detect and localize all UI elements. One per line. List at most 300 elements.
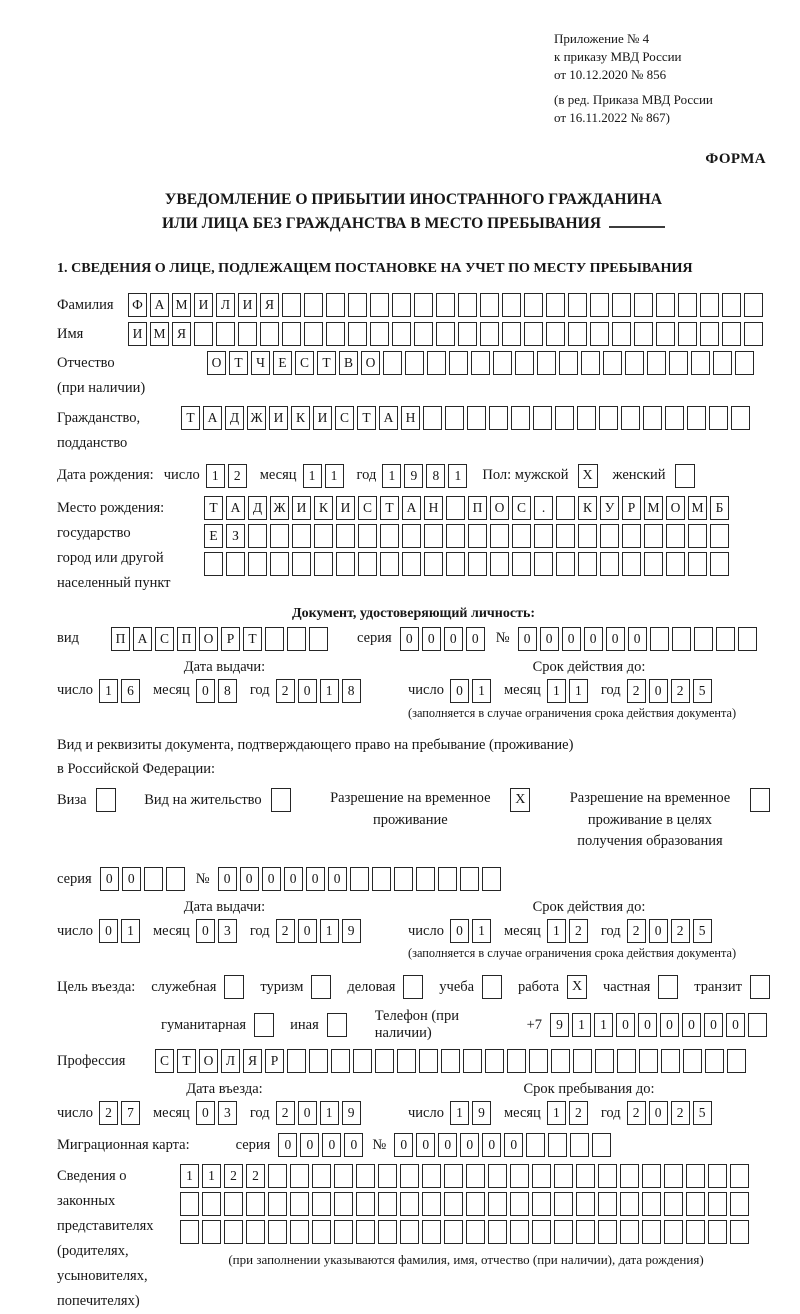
char-box[interactable]: [309, 627, 328, 651]
char-box[interactable]: [202, 1192, 221, 1216]
char-box[interactable]: [180, 1192, 199, 1216]
char-box[interactable]: 2: [627, 919, 646, 943]
char-box[interactable]: Ж: [247, 406, 266, 430]
char-box[interactable]: [460, 867, 479, 891]
char-box[interactable]: [202, 1220, 221, 1244]
char-box[interactable]: [533, 406, 552, 430]
char-box[interactable]: [748, 1013, 767, 1037]
char-box[interactable]: 2: [569, 919, 588, 943]
char-box[interactable]: С: [155, 627, 174, 651]
char-box[interactable]: Т: [204, 496, 223, 520]
char-box[interactable]: Т: [229, 351, 248, 375]
char-box[interactable]: 1: [472, 679, 491, 703]
char-box[interactable]: [620, 1192, 639, 1216]
char-box[interactable]: [458, 293, 477, 317]
purpose-tourism-checkbox[interactable]: [311, 975, 331, 999]
char-box[interactable]: 0: [482, 1133, 501, 1157]
char-box[interactable]: 2: [99, 1101, 118, 1125]
char-box[interactable]: [446, 524, 465, 548]
char-box[interactable]: [705, 1049, 724, 1073]
char-box[interactable]: [194, 322, 213, 346]
char-box[interactable]: 2: [569, 1101, 588, 1125]
char-box[interactable]: [555, 406, 574, 430]
char-box[interactable]: [446, 496, 465, 520]
char-box[interactable]: П: [111, 627, 130, 651]
char-box[interactable]: [490, 524, 509, 548]
char-box[interactable]: [248, 552, 267, 576]
char-box[interactable]: С: [512, 496, 531, 520]
purpose-study-checkbox[interactable]: [482, 975, 502, 999]
char-box[interactable]: И: [292, 496, 311, 520]
char-box[interactable]: 0: [99, 919, 118, 943]
char-box[interactable]: [546, 293, 565, 317]
char-box[interactable]: [595, 1049, 614, 1073]
char-box[interactable]: [471, 351, 490, 375]
char-box[interactable]: У: [600, 496, 619, 520]
char-box[interactable]: [672, 627, 691, 651]
char-box[interactable]: [532, 1192, 551, 1216]
char-box[interactable]: [537, 351, 556, 375]
char-box[interactable]: 9: [342, 919, 361, 943]
char-box[interactable]: 0: [196, 679, 215, 703]
char-box[interactable]: [444, 1164, 463, 1188]
char-box[interactable]: Л: [216, 293, 235, 317]
char-box[interactable]: [617, 1049, 636, 1073]
char-box[interactable]: [353, 1049, 372, 1073]
char-box[interactable]: 0: [278, 1133, 297, 1157]
char-box[interactable]: 0: [649, 1101, 668, 1125]
education-permit-checkbox[interactable]: [750, 788, 770, 812]
char-box[interactable]: 1: [320, 679, 339, 703]
char-box[interactable]: [372, 867, 391, 891]
char-box[interactable]: [226, 552, 245, 576]
char-box[interactable]: [392, 322, 411, 346]
char-box[interactable]: [532, 1164, 551, 1188]
char-box[interactable]: 0: [298, 919, 317, 943]
char-box[interactable]: [691, 351, 710, 375]
char-box[interactable]: [466, 1164, 485, 1188]
char-box[interactable]: 1: [320, 1101, 339, 1125]
purpose-business-checkbox[interactable]: [403, 975, 423, 999]
char-box[interactable]: [292, 524, 311, 548]
char-box[interactable]: [400, 1220, 419, 1244]
char-box[interactable]: 0: [460, 1133, 479, 1157]
char-box[interactable]: [268, 1220, 287, 1244]
char-box[interactable]: 9: [550, 1013, 569, 1037]
char-box[interactable]: [468, 524, 487, 548]
char-box[interactable]: [598, 1164, 617, 1188]
char-box[interactable]: [578, 524, 597, 548]
char-box[interactable]: [378, 1164, 397, 1188]
char-box[interactable]: [730, 1192, 749, 1216]
gender-male-checkbox[interactable]: X: [578, 464, 598, 488]
char-box[interactable]: Т: [357, 406, 376, 430]
char-box[interactable]: [727, 1049, 746, 1073]
char-box[interactable]: [424, 552, 443, 576]
char-box[interactable]: 8: [342, 679, 361, 703]
char-box[interactable]: [669, 351, 688, 375]
char-box[interactable]: [599, 406, 618, 430]
char-box[interactable]: О: [199, 627, 218, 651]
char-box[interactable]: [216, 322, 235, 346]
char-box[interactable]: 1: [325, 464, 344, 488]
char-box[interactable]: П: [177, 627, 196, 651]
char-box[interactable]: 5: [693, 1101, 712, 1125]
purpose-work-checkbox[interactable]: X: [567, 975, 587, 999]
char-box[interactable]: [436, 293, 455, 317]
char-box[interactable]: 1: [547, 1101, 566, 1125]
char-box[interactable]: [661, 1049, 680, 1073]
char-box[interactable]: [713, 351, 732, 375]
char-box[interactable]: [554, 1192, 573, 1216]
char-box[interactable]: [334, 1192, 353, 1216]
char-box[interactable]: [268, 1192, 287, 1216]
char-box[interactable]: [268, 1164, 287, 1188]
char-box[interactable]: [650, 627, 669, 651]
char-box[interactable]: 1: [206, 464, 225, 488]
char-box[interactable]: 0: [466, 627, 485, 651]
purpose-humanitarian-checkbox[interactable]: [254, 1013, 274, 1037]
char-box[interactable]: Б: [710, 496, 729, 520]
char-box[interactable]: [590, 322, 609, 346]
char-box[interactable]: М: [688, 496, 707, 520]
char-box[interactable]: [144, 867, 163, 891]
char-box[interactable]: [716, 627, 735, 651]
char-box[interactable]: [270, 524, 289, 548]
char-box[interactable]: [524, 322, 543, 346]
char-box[interactable]: О: [666, 496, 685, 520]
char-box[interactable]: [683, 1049, 702, 1073]
char-box[interactable]: [467, 406, 486, 430]
char-box[interactable]: 1: [450, 1101, 469, 1125]
char-box[interactable]: Е: [204, 524, 223, 548]
char-box[interactable]: [744, 293, 763, 317]
char-box[interactable]: 8: [218, 679, 237, 703]
char-box[interactable]: [348, 322, 367, 346]
char-box[interactable]: [358, 524, 377, 548]
char-box[interactable]: 2: [671, 679, 690, 703]
char-box[interactable]: [620, 1220, 639, 1244]
char-box[interactable]: [356, 1192, 375, 1216]
char-box[interactable]: 0: [660, 1013, 679, 1037]
char-box[interactable]: 8: [426, 464, 445, 488]
char-box[interactable]: [326, 322, 345, 346]
char-box[interactable]: 2: [228, 464, 247, 488]
char-box[interactable]: 0: [649, 919, 668, 943]
char-box[interactable]: [350, 867, 369, 891]
char-box[interactable]: [336, 552, 355, 576]
char-box[interactable]: [581, 351, 600, 375]
char-box[interactable]: [444, 1192, 463, 1216]
char-box[interactable]: [265, 627, 284, 651]
visa-checkbox[interactable]: [96, 788, 116, 812]
char-box[interactable]: [445, 406, 464, 430]
char-box[interactable]: [166, 867, 185, 891]
char-box[interactable]: [441, 1049, 460, 1073]
char-box[interactable]: [314, 524, 333, 548]
char-box[interactable]: 0: [450, 919, 469, 943]
char-box[interactable]: [634, 293, 653, 317]
char-box[interactable]: О: [207, 351, 226, 375]
char-box[interactable]: И: [238, 293, 257, 317]
char-box[interactable]: 2: [671, 1101, 690, 1125]
char-box[interactable]: [722, 322, 741, 346]
char-box[interactable]: [731, 406, 750, 430]
char-box[interactable]: [735, 351, 754, 375]
char-box[interactable]: [688, 552, 707, 576]
char-box[interactable]: [512, 524, 531, 548]
char-box[interactable]: Е: [273, 351, 292, 375]
char-box[interactable]: [664, 1192, 683, 1216]
char-box[interactable]: 3: [218, 1101, 237, 1125]
char-box[interactable]: [559, 351, 578, 375]
char-box[interactable]: 5: [693, 679, 712, 703]
char-box[interactable]: И: [269, 406, 288, 430]
char-box[interactable]: [665, 406, 684, 430]
char-box[interactable]: [489, 406, 508, 430]
char-box[interactable]: А: [226, 496, 245, 520]
char-box[interactable]: О: [199, 1049, 218, 1073]
char-box[interactable]: 2: [246, 1164, 265, 1188]
char-box[interactable]: [643, 406, 662, 430]
char-box[interactable]: [576, 1164, 595, 1188]
char-box[interactable]: И: [128, 322, 147, 346]
char-box[interactable]: [620, 1164, 639, 1188]
char-box[interactable]: [554, 1164, 573, 1188]
char-box[interactable]: [422, 1164, 441, 1188]
char-box[interactable]: 0: [422, 627, 441, 651]
char-box[interactable]: 1: [472, 919, 491, 943]
char-box[interactable]: [444, 1220, 463, 1244]
char-box[interactable]: 0: [504, 1133, 523, 1157]
char-box[interactable]: [466, 1192, 485, 1216]
char-box[interactable]: [238, 322, 257, 346]
char-box[interactable]: А: [150, 293, 169, 317]
char-box[interactable]: К: [291, 406, 310, 430]
purpose-private-checkbox[interactable]: [658, 975, 678, 999]
char-box[interactable]: Т: [181, 406, 200, 430]
char-box[interactable]: 9: [342, 1101, 361, 1125]
char-box[interactable]: [449, 351, 468, 375]
char-box[interactable]: 0: [518, 627, 537, 651]
char-box[interactable]: [570, 1133, 589, 1157]
char-box[interactable]: [556, 496, 575, 520]
char-box[interactable]: [290, 1192, 309, 1216]
char-box[interactable]: [621, 406, 640, 430]
char-box[interactable]: [466, 1220, 485, 1244]
char-box[interactable]: [304, 322, 323, 346]
char-box[interactable]: 0: [606, 627, 625, 651]
char-box[interactable]: 1: [121, 919, 140, 943]
char-box[interactable]: Р: [265, 1049, 284, 1073]
char-box[interactable]: [634, 322, 653, 346]
char-box[interactable]: [356, 1220, 375, 1244]
char-box[interactable]: Т: [380, 496, 399, 520]
char-box[interactable]: [458, 322, 477, 346]
char-box[interactable]: [414, 322, 433, 346]
char-box[interactable]: С: [358, 496, 377, 520]
char-box[interactable]: М: [150, 322, 169, 346]
char-box[interactable]: [336, 524, 355, 548]
char-box[interactable]: 2: [627, 679, 646, 703]
char-box[interactable]: [392, 293, 411, 317]
char-box[interactable]: 1: [180, 1164, 199, 1188]
char-box[interactable]: [524, 293, 543, 317]
residence-permit-checkbox[interactable]: [271, 788, 291, 812]
char-box[interactable]: [612, 293, 631, 317]
char-box[interactable]: [312, 1220, 331, 1244]
char-box[interactable]: [270, 552, 289, 576]
char-box[interactable]: [603, 351, 622, 375]
char-box[interactable]: [290, 1220, 309, 1244]
char-box[interactable]: Я: [260, 293, 279, 317]
char-box[interactable]: [380, 552, 399, 576]
char-box[interactable]: 2: [276, 679, 295, 703]
char-box[interactable]: [312, 1192, 331, 1216]
char-box[interactable]: 0: [704, 1013, 723, 1037]
char-box[interactable]: 0: [100, 867, 119, 891]
char-box[interactable]: 0: [450, 679, 469, 703]
char-box[interactable]: Ф: [128, 293, 147, 317]
char-box[interactable]: 0: [196, 1101, 215, 1125]
char-box[interactable]: [334, 1164, 353, 1188]
char-box[interactable]: [356, 1164, 375, 1188]
char-box[interactable]: 0: [240, 867, 259, 891]
char-box[interactable]: 9: [472, 1101, 491, 1125]
temporary-permit-checkbox[interactable]: X: [510, 788, 530, 812]
char-box[interactable]: [246, 1220, 265, 1244]
gender-female-checkbox[interactable]: [675, 464, 695, 488]
char-box[interactable]: 0: [628, 627, 647, 651]
char-box[interactable]: 1: [572, 1013, 591, 1037]
char-box[interactable]: [664, 1164, 683, 1188]
char-box[interactable]: [493, 351, 512, 375]
char-box[interactable]: [424, 524, 443, 548]
char-box[interactable]: [710, 552, 729, 576]
char-box[interactable]: [644, 524, 663, 548]
char-box[interactable]: [490, 552, 509, 576]
char-box[interactable]: [515, 351, 534, 375]
char-box[interactable]: [510, 1220, 529, 1244]
char-box[interactable]: Я: [172, 322, 191, 346]
char-box[interactable]: [436, 322, 455, 346]
char-box[interactable]: [529, 1049, 548, 1073]
char-box[interactable]: [334, 1220, 353, 1244]
char-box[interactable]: [480, 322, 499, 346]
char-box[interactable]: [510, 1164, 529, 1188]
char-box[interactable]: Р: [622, 496, 641, 520]
char-box[interactable]: [414, 293, 433, 317]
char-box[interactable]: [639, 1049, 658, 1073]
char-box[interactable]: [738, 627, 757, 651]
char-box[interactable]: И: [194, 293, 213, 317]
char-box[interactable]: 0: [444, 627, 463, 651]
char-box[interactable]: 0: [584, 627, 603, 651]
char-box[interactable]: [642, 1192, 661, 1216]
char-box[interactable]: [287, 1049, 306, 1073]
char-box[interactable]: [180, 1220, 199, 1244]
char-box[interactable]: [312, 1164, 331, 1188]
char-box[interactable]: С: [335, 406, 354, 430]
char-box[interactable]: А: [379, 406, 398, 430]
char-box[interactable]: [526, 1133, 545, 1157]
char-box[interactable]: [488, 1192, 507, 1216]
char-box[interactable]: К: [314, 496, 333, 520]
char-box[interactable]: [722, 293, 741, 317]
char-box[interactable]: [422, 1192, 441, 1216]
char-box[interactable]: 1: [202, 1164, 221, 1188]
char-box[interactable]: [664, 1220, 683, 1244]
char-box[interactable]: [576, 1220, 595, 1244]
char-box[interactable]: [656, 322, 675, 346]
char-box[interactable]: 1: [547, 919, 566, 943]
char-box[interactable]: [380, 524, 399, 548]
char-box[interactable]: Т: [317, 351, 336, 375]
char-box[interactable]: [686, 1164, 705, 1188]
char-box[interactable]: 0: [649, 679, 668, 703]
char-box[interactable]: [700, 293, 719, 317]
char-box[interactable]: [576, 1192, 595, 1216]
char-box[interactable]: [370, 293, 389, 317]
char-box[interactable]: Ч: [251, 351, 270, 375]
char-box[interactable]: [402, 552, 421, 576]
char-box[interactable]: А: [133, 627, 152, 651]
char-box[interactable]: [248, 524, 267, 548]
char-box[interactable]: [370, 322, 389, 346]
char-box[interactable]: [488, 1220, 507, 1244]
char-box[interactable]: 0: [284, 867, 303, 891]
char-box[interactable]: [463, 1049, 482, 1073]
char-box[interactable]: [568, 322, 587, 346]
char-box[interactable]: 0: [218, 867, 237, 891]
char-box[interactable]: [708, 1192, 727, 1216]
char-box[interactable]: [375, 1049, 394, 1073]
char-box[interactable]: [422, 1220, 441, 1244]
char-box[interactable]: [577, 406, 596, 430]
char-box[interactable]: 0: [344, 1133, 363, 1157]
char-box[interactable]: [600, 524, 619, 548]
char-box[interactable]: [656, 293, 675, 317]
char-box[interactable]: 2: [627, 1101, 646, 1125]
char-box[interactable]: 1: [303, 464, 322, 488]
char-box[interactable]: М: [172, 293, 191, 317]
char-box[interactable]: С: [155, 1049, 174, 1073]
char-box[interactable]: [419, 1049, 438, 1073]
char-box[interactable]: 0: [122, 867, 141, 891]
char-box[interactable]: [378, 1192, 397, 1216]
char-box[interactable]: [400, 1192, 419, 1216]
char-box[interactable]: 1: [382, 464, 401, 488]
char-box[interactable]: [612, 322, 631, 346]
char-box[interactable]: [507, 1049, 526, 1073]
char-box[interactable]: [290, 1164, 309, 1188]
char-box[interactable]: [348, 293, 367, 317]
char-box[interactable]: [709, 406, 728, 430]
char-box[interactable]: [511, 406, 530, 430]
char-box[interactable]: Н: [424, 496, 443, 520]
char-box[interactable]: [405, 351, 424, 375]
char-box[interactable]: [534, 524, 553, 548]
char-box[interactable]: [427, 351, 446, 375]
char-box[interactable]: 0: [638, 1013, 657, 1037]
char-box[interactable]: [730, 1164, 749, 1188]
char-box[interactable]: 7: [121, 1101, 140, 1125]
char-box[interactable]: [532, 1220, 551, 1244]
char-box[interactable]: Я: [243, 1049, 262, 1073]
char-box[interactable]: 0: [298, 679, 317, 703]
char-box[interactable]: М: [644, 496, 663, 520]
purpose-other-checkbox[interactable]: [327, 1013, 347, 1037]
